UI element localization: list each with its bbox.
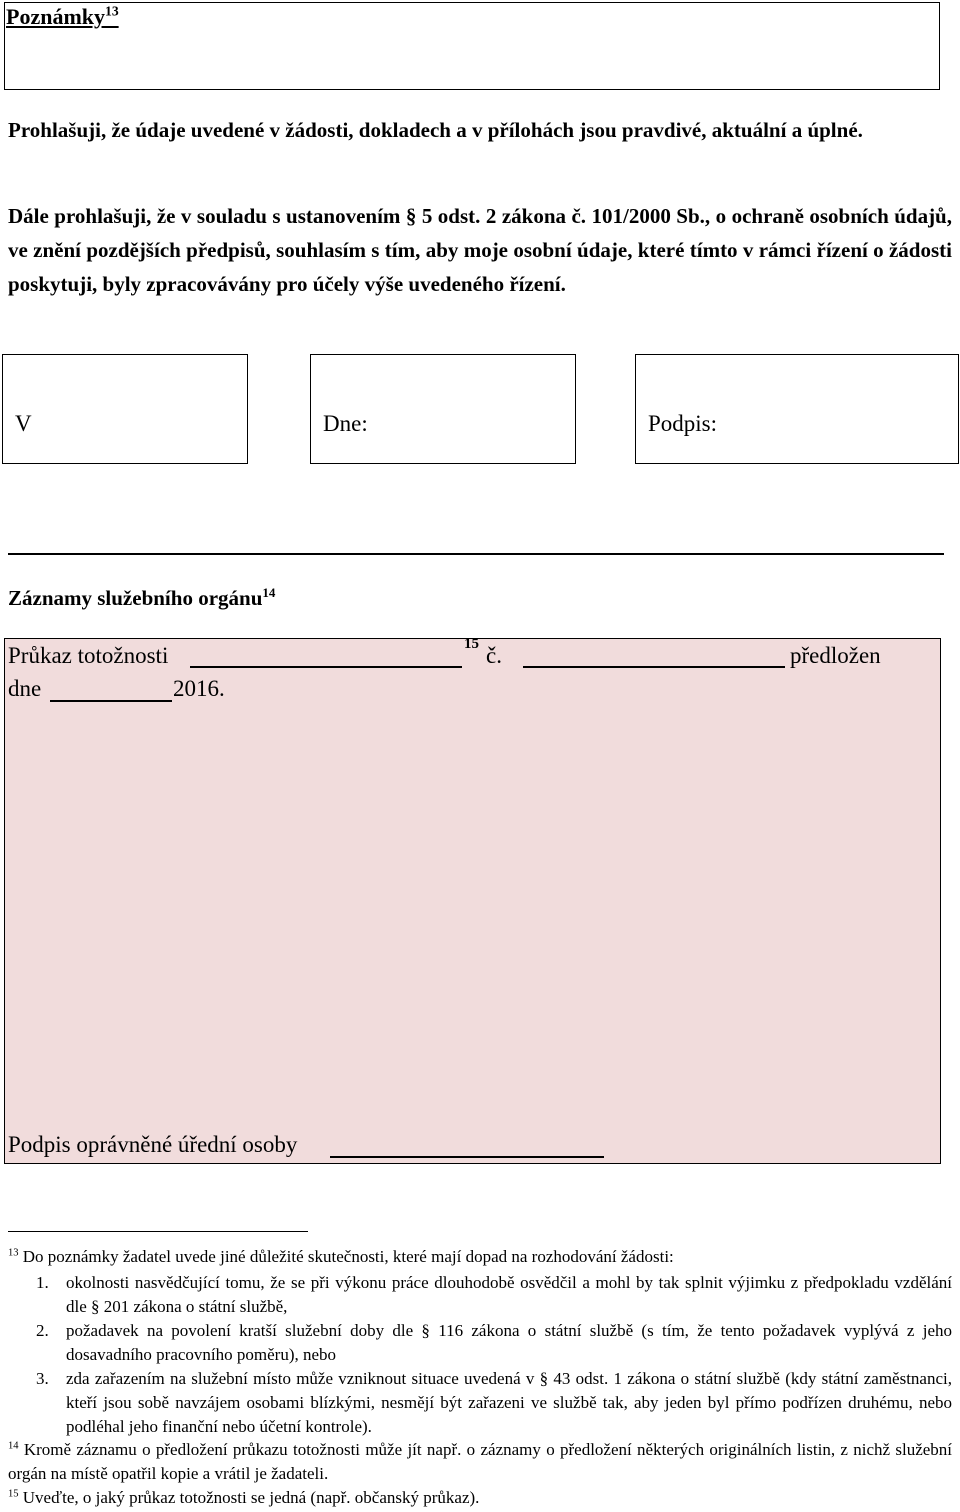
footnote-ref-14: 14 (262, 585, 276, 600)
number-label: č. (486, 643, 502, 668)
list-item: 2. požadavek na povolení kratší služební doby dle § 116 zákona o státní službě (s tím, že tento požadavek vyplývá z jeho dosavadního pracovního poměru), nebo (36, 1321, 952, 1364)
footnote-14: $^{14}$ Kromě záznamu o předložení průkazu totožnosti může jít např. o záznamy o předložení některých originálních listin, z nichž služební orgán na místě opatřil kopie a vrátil je žadateli. (8, 1440, 953, 1483)
place-label: V (15, 411, 32, 436)
official-signature-label: Podpis oprávněné úřední osoby (8, 1132, 298, 1157)
date-label-records: dne (8, 676, 42, 701)
footnote-13-list (36, 1271, 952, 1439)
date-label: Dne: (323, 411, 368, 436)
date-field[interactable] (310, 354, 576, 464)
declaration-consent: Dále prohlašuji, že v souladu s ustanovením § 5 odst. 2 zákona č. 101/2000 Sb., o ochraně osobních údajů, ve znění pozdějších předpisů, souhlasím s tím, aby moje osobní údaje, které tímto v rámci řízení o žádosti poskytuji, byly zpracovávány pro účely výše uvedeného řízení. (8, 204, 952, 296)
id-type-blank[interactable] (190, 666, 462, 668)
notes-title: Poznámky$^{13}$ (6, 3, 119, 29)
list-item: 1. okolnosti nasvědčující tomu, že se při výkonu práce dlouhodobě osvědčil a mohl by tak splnit výjimku z předpokladu vzdělání dle § 201 zákona o státní službě, (36, 1273, 952, 1316)
notes-box[interactable] (4, 2, 940, 90)
footnote-ref-15: 15 (464, 636, 479, 652)
footnote-15: $^{15}$ Uveďte, o jaký průkaz totožnosti se jedná (např. občanský průkaz). (8, 1488, 480, 1507)
signature-field[interactable] (635, 354, 959, 464)
records-panel (4, 638, 941, 1164)
id-label: Průkaz totožnosti (8, 643, 169, 668)
id-number-blank[interactable] (523, 666, 785, 668)
footnote-ref-13: 13 (105, 3, 119, 19)
year-label: 2016. (173, 676, 225, 701)
declaration-accuracy: Prohlašuji, že údaje uvedené v žádosti, dokladech a v přílohách jsou pravdivé, aktuální a úplné. (8, 118, 863, 142)
presented-label: předložen (790, 643, 881, 668)
footnote-separator (8, 1231, 308, 1232)
section-divider (8, 553, 944, 555)
list-item: 3. zda zařazením na služební místo může vzniknout situace uvedená v § 43 odst. 1 zákona o státní službě (kdy státní zaměstnanci, kteří jsou sobě navzájem osobami blízkými, nesmějí být zařazeni ve službě tak, aby jeden byl přímo podřízen druhému, nebo podléhal jeho finanční nebo účetní kontrole). (36, 1369, 952, 1436)
place-field[interactable] (2, 354, 248, 464)
official-signature-blank[interactable] (330, 1156, 604, 1158)
signature-label: Podpis: (648, 411, 718, 436)
records-title: Záznamy služebního orgánu$^{14}$ (8, 585, 276, 610)
footnote-13: $^{13}$ Do poznámky žadatel uvede jiné důležité skutečnosti, které mají dopad na rozhodování žádosti: (8, 1247, 674, 1266)
date-blank[interactable] (50, 700, 172, 702)
